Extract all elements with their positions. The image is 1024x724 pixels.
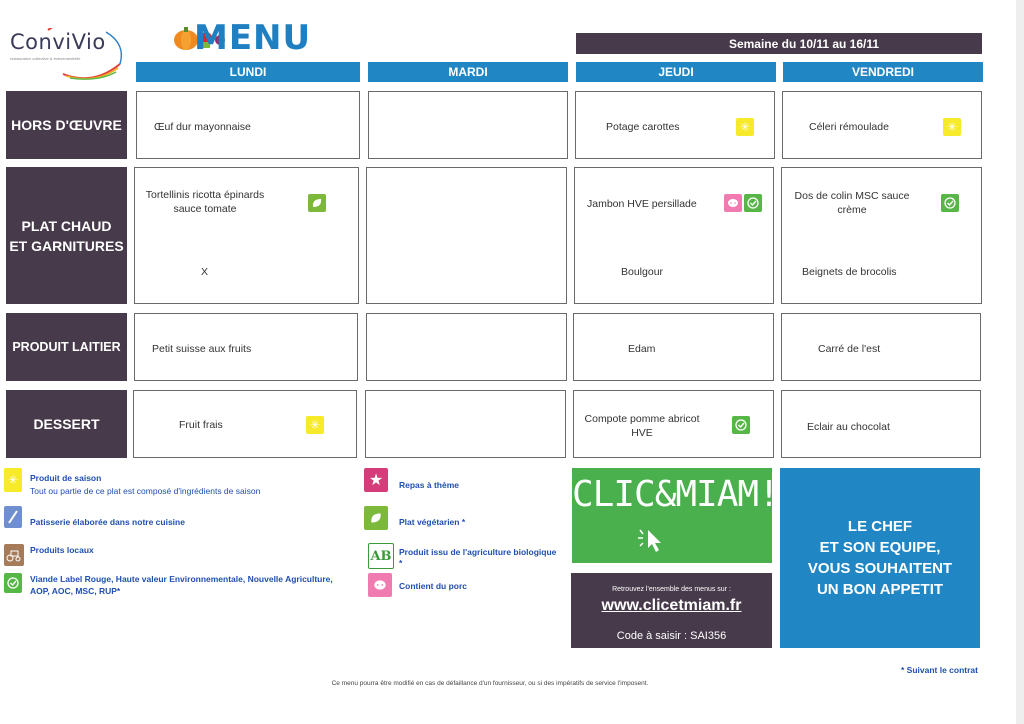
legend-saison-title: Produit de saison — [30, 473, 102, 483]
legend-locaux: Produits locaux — [30, 545, 94, 555]
row-label-hors-doeuvre — [6, 91, 127, 159]
chef-line: VOUS SOUHAITENT — [807, 560, 953, 577]
sun-icon: ✳ — [306, 416, 324, 434]
legend-label-line2: AOP, AOC, MSC, RUP* — [30, 586, 121, 596]
dish-text: Œuf dur mayonnaise — [154, 121, 251, 133]
sun-icon: ✳ — [736, 118, 754, 136]
dish-text — [792, 189, 912, 217]
day-header-mardi: MARDI — [368, 62, 568, 82]
page-edge — [1016, 0, 1024, 724]
dish-line: sauce tomate — [173, 203, 237, 215]
row-label-text: HORS D'ŒUVRE — [11, 117, 122, 133]
clicetmiam-logo: CLIC&MIAM! — [572, 474, 779, 515]
dish-text — [141, 188, 269, 216]
clicetmiam-link[interactable]: www.clicetmiam.fr — [601, 597, 742, 614]
pig-icon — [724, 194, 742, 212]
cell-jeudi-plat — [574, 167, 774, 304]
day-header-lundi: LUNDI — [136, 62, 360, 82]
day-header-jeudi: JEUDI — [576, 62, 776, 82]
cell-lundi-dessert — [133, 390, 357, 458]
legend-bio-line2: * — [399, 558, 403, 568]
cell-mardi-dessert — [365, 390, 566, 458]
row-label-text: DESSERT — [33, 416, 100, 432]
row-label-text: PRODUIT LAITIER — [12, 340, 121, 354]
legend-theme: Repas à thème — [399, 480, 459, 490]
check-icon — [744, 194, 762, 212]
leaf-icon — [364, 506, 388, 530]
chef-line: UN BON APPETIT — [816, 581, 944, 598]
dish-line: crème — [837, 204, 867, 216]
dish-text: Céleri rémoulade — [809, 121, 889, 133]
row-label-produit-laitier — [6, 313, 127, 381]
check-icon — [4, 573, 22, 593]
dish-text: Fruit frais — [179, 419, 223, 431]
dish-text — [579, 412, 705, 440]
convivio-logo — [8, 28, 133, 80]
row-label-text: PLAT CHAUD — [21, 217, 112, 234]
legend-vegetarien: Plat végétarien * — [399, 517, 466, 527]
leaf-icon — [308, 194, 326, 212]
legend-bio-line1: Produit issu de l'agriculture biologique — [399, 547, 557, 557]
dish-text: Eclair au chocolat — [807, 421, 890, 433]
cell-lundi-plat — [134, 167, 359, 304]
sun-icon: ✳ — [4, 468, 22, 492]
legend-porc: Contient du porc — [399, 581, 467, 591]
cell-mardi-laitier — [366, 313, 567, 381]
sun-icon: ✳ — [943, 118, 961, 136]
garniture-text: X — [201, 266, 209, 278]
dish-line: Dos de colin MSC sauce — [794, 190, 910, 202]
cell-mardi-plat — [366, 167, 567, 304]
cell-jeudi-hors-doeuvre — [575, 91, 775, 159]
cell-mardi-hors-doeuvre — [368, 91, 568, 159]
cell-lundi-hors-doeuvre — [136, 91, 360, 159]
garniture-text: Beignets de brocolis — [802, 266, 897, 278]
row-label-dessert — [6, 390, 127, 458]
retrouvez-text: Retrouvez l'ensemble des menus sur : — [612, 586, 731, 593]
cell-jeudi-laitier — [573, 313, 774, 381]
cell-vendredi-dessert — [781, 390, 981, 458]
dish-text: Jambon HVE persillade — [587, 198, 697, 210]
pig-icon — [368, 573, 392, 597]
tractor-icon — [4, 544, 24, 566]
dish-line: HVE — [631, 427, 653, 439]
cell-vendredi-laitier — [781, 313, 981, 381]
dish-text: Carré de l'est — [818, 343, 881, 355]
clicetmiam-info — [571, 573, 772, 648]
dish-text: Edam — [628, 343, 656, 355]
dish-line: Tortellinis ricotta épinards — [145, 189, 265, 201]
dish-line: Compote pomme abricot — [584, 413, 700, 425]
star-icon: ★ — [364, 468, 388, 492]
logo-text: ConviVio — [10, 30, 106, 54]
chef-line: ET SON EQUIPE, — [819, 539, 941, 556]
cell-jeudi-dessert — [573, 390, 774, 458]
whisk-icon — [4, 506, 22, 528]
check-icon — [941, 194, 959, 212]
cell-lundi-laitier — [134, 313, 358, 381]
ab-icon: AB — [368, 543, 394, 569]
cell-vendredi-plat — [781, 167, 982, 304]
disclaimer-text: Ce menu pourra être modifié en cas de défaillance d'un fournisseur, ou si des impératifs de service l'imposent. — [331, 680, 649, 687]
chef-line: LE CHEF — [847, 518, 913, 535]
menu-title — [172, 18, 322, 56]
legend-label-line1: Viande Label Rouge, Haute valeur Environnementale, Nouvelle Agriculture, — [30, 574, 333, 584]
legend-patisserie: Patisserie élaborée dans notre cuisine — [30, 517, 185, 527]
row-label-text: ET GARNITURES — [9, 237, 124, 254]
cursor-icon — [634, 526, 670, 554]
dish-text: Potage carottes — [606, 121, 680, 133]
footnote-contrat: * Suivant le contrat — [901, 665, 978, 675]
day-header-vendredi: VENDREDI — [783, 62, 983, 82]
chef-message-box — [780, 468, 980, 648]
clicetmiam-banner[interactable] — [572, 468, 779, 563]
page-title: MENU — [194, 18, 312, 58]
check-icon — [732, 416, 750, 434]
code-text: Code à saisir : SAI356 — [616, 630, 727, 642]
row-label-plat-chaud — [6, 167, 127, 304]
garniture-text: Boulgour — [621, 266, 664, 278]
week-banner: Semaine du 10/11 au 16/11 — [576, 33, 982, 54]
legend-saison-desc: Tout ou partie de ce plat est composé d'ingrédients de saison — [30, 486, 261, 496]
logo-tagline: restauration collective & événementielle — [10, 56, 81, 61]
cell-vendredi-hors-doeuvre — [782, 91, 982, 159]
dish-text: Petit suisse aux fruits — [152, 343, 252, 355]
